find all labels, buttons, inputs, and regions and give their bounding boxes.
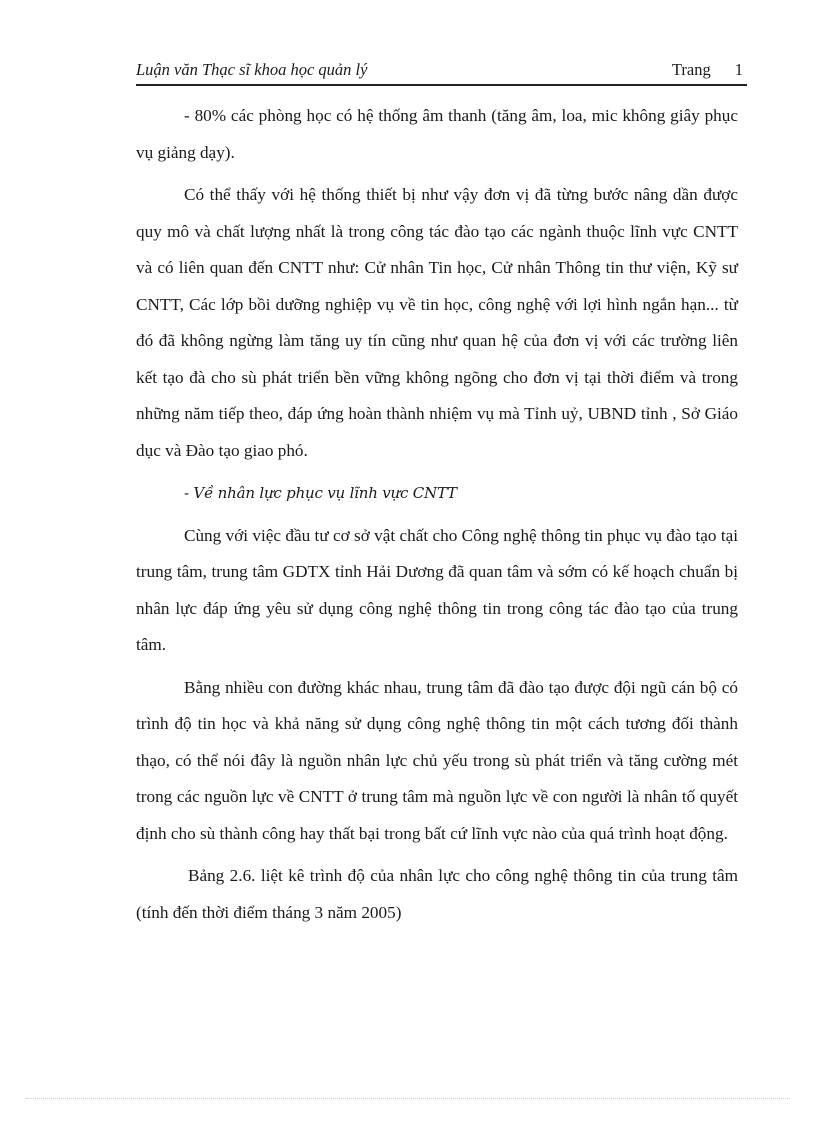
paragraph-staff-training: Bằng nhiều con đường khác nhau, trung tâm đã đào tạo được đội ngũ cán bộ có trình độ tin học và khả năng sử dụng công nghệ thông tin một cách tương đối thành thạo, có thể nói đây là nguồn nhân lực chủ yếu trong sù phát triển và tăng cường mét trong các nguồn lực về CNTT ở trung tâm mà nguồn lực về con người là nhân tố quyết định cho sù thành công hay thất bại trong bất cứ lĩnh vực nào của quá trình hoạt động. [136, 677, 738, 843]
page-number: 1 [734, 60, 743, 79]
page-bottom-divider [26, 1098, 790, 1099]
page-header [136, 58, 747, 86]
page-label: Trang [671, 60, 711, 79]
page-indicator [672, 60, 743, 80]
paragraph-equipment-summary: Có thể thấy với hệ thống thiết bị như vậy đơn vị đã từng bước nâng dần được quy mô và chất lượng nhất là trong công tác đào tạo các ngành thuộc lĩnh vực CNTT và có liên quan đến CNTT như: Cử nhân Tin học, Cử nhân Thông tin thư viện, Kỹ sư CNTT, Các lớp bồi dưỡng nghiệp vụ về tin học, công nghệ với lợi hình ngắn hạn... từ đó đã không ngừng làm tăng uy tín cũng như quan hệ của đơn vị với các trường liên kết tạo đà cho sù phát triển bền vững không ngõng cho đơn vị tại thời điểm và trong những năm tiếp theo, đáp ứng hoàn thành nhiệm vụ mà Tỉnh uỷ, UBND tỉnh , Sở Giáo dục và Đào tạo giao phó. [136, 185, 738, 460]
table-caption: Bảng 2.6. liệt kê trình độ của nhân lực cho công nghệ thông tin của trung tâm (tính đến thời điểm tháng 3 năm 2005) [136, 866, 738, 922]
body-text [136, 98, 738, 931]
section-heading-it-personnel: - Về nhân lực phục vụ lĩnh vực CNTT [184, 484, 457, 502]
paragraph-personnel-investment: Cùng với việc đầu tư cơ sở vật chất cho Công nghệ thông tin phục vụ đào tạo tại trung tâm, trung tâm GDTX tỉnh Hải Dương đã quan tâm và sớm có kế hoạch chuẩn bị nhân lực đáp ứng yêu sử dụng công nghệ thông tin trong công tác đào tạo của trung tâm. [136, 525, 738, 654]
document-title: Luận văn Thạc sĩ khoa học quản lý [136, 60, 368, 79]
paragraph-audio-systems: - 80% các phòng học có hệ thống âm thanh (tăng âm, loa, mic không giây phục vụ giảng dạy). [136, 106, 738, 162]
